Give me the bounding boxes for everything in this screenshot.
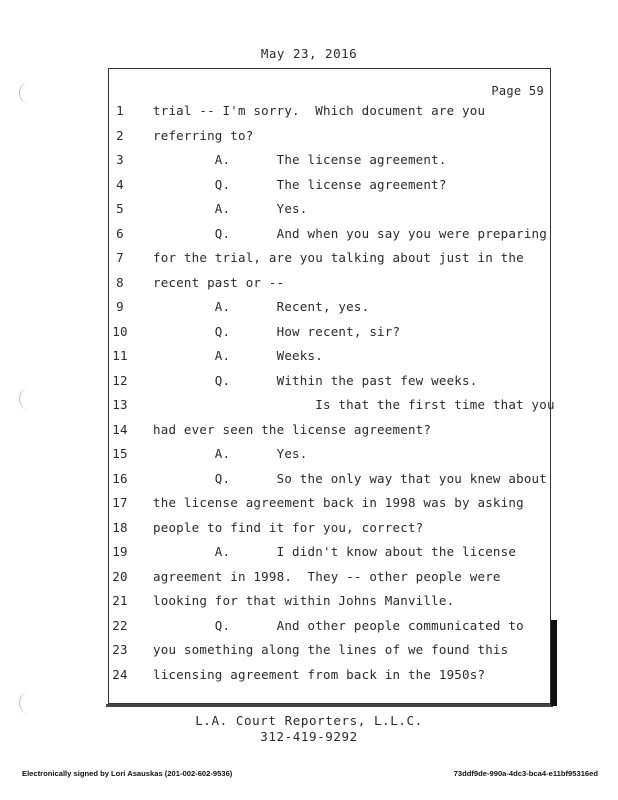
line-number: 24 bbox=[112, 666, 128, 682]
line-text: licensing agreement from back in the 1950s? bbox=[153, 666, 486, 682]
transcript-line bbox=[0, 520, 618, 540]
transcript-line bbox=[0, 446, 618, 466]
line-number: 10 bbox=[112, 323, 128, 339]
transcript-line bbox=[0, 299, 618, 319]
line-text: Q. And other people communicated to bbox=[153, 617, 524, 633]
line-text: A. I didn't know about the license bbox=[153, 544, 517, 559]
line-text: A. Weeks. bbox=[153, 348, 323, 363]
transcript-line bbox=[0, 397, 618, 417]
transcript-line bbox=[0, 495, 618, 515]
line-number: 14 bbox=[112, 421, 128, 437]
line-text: Q. And when you say you were preparing bbox=[153, 225, 548, 241]
line-text: trial -- I'm sorry. Which document are you bbox=[153, 103, 486, 118]
line-text: had ever seen the license agreement? bbox=[153, 421, 432, 437]
transcript-line bbox=[0, 569, 618, 589]
transcript-line bbox=[0, 177, 618, 197]
line-text: Q. So the only way that you knew about bbox=[153, 470, 548, 486]
line-text: people to find it for you, correct? bbox=[153, 519, 424, 535]
transcript-line bbox=[0, 642, 618, 662]
line-text: for the trial, are you talking about just in the bbox=[153, 250, 524, 265]
line-text: Q. How recent, sir? bbox=[153, 323, 401, 339]
line-text: A. Yes. bbox=[153, 201, 308, 216]
line-text: A. The license agreement. bbox=[153, 152, 447, 167]
line-number: 20 bbox=[112, 568, 128, 584]
transcript-line bbox=[0, 250, 618, 270]
transcript-line bbox=[0, 103, 618, 123]
transcript-line bbox=[0, 422, 618, 442]
page-number: Page 59 bbox=[491, 84, 544, 98]
e-signature-note: Electronically signed by Lori Asauskas (201-002-602-9536) bbox=[22, 769, 233, 778]
line-number: 3 bbox=[116, 152, 124, 167]
document-hash: 73ddf9de-990a-4dc3-bca4-e11bf95316ed bbox=[453, 769, 598, 778]
line-text: Q. Within the past few weeks. bbox=[153, 372, 478, 388]
line-number: 21 bbox=[112, 593, 128, 608]
line-text: the license agreement back in 1998 was by asking bbox=[153, 495, 524, 510]
transcript-line bbox=[0, 226, 618, 246]
line-number: 22 bbox=[112, 617, 128, 633]
transcript-line bbox=[0, 348, 618, 368]
line-text: recent past or -- bbox=[153, 274, 285, 290]
transcript-line bbox=[0, 275, 618, 295]
transcript-line bbox=[0, 201, 618, 221]
line-number: 1 bbox=[116, 103, 124, 118]
transcript-line bbox=[0, 471, 618, 491]
punch-hole bbox=[19, 692, 38, 714]
line-number: 6 bbox=[116, 225, 124, 241]
line-number: 8 bbox=[116, 274, 124, 290]
transcript-line bbox=[0, 373, 618, 393]
line-number: 2 bbox=[116, 127, 124, 143]
punch-hole bbox=[19, 82, 38, 104]
line-text: agreement in 1998. They -- other people were bbox=[153, 568, 501, 584]
line-number: 7 bbox=[116, 250, 124, 265]
court-reporter-name: L.A. Court Reporters, L.L.C. bbox=[195, 713, 423, 728]
line-text: Q. The license agreement? bbox=[153, 176, 447, 192]
line-text: A. Recent, yes. bbox=[153, 299, 370, 314]
transcript-line bbox=[0, 324, 618, 344]
line-number: 9 bbox=[116, 299, 124, 314]
transcript-line bbox=[0, 667, 618, 687]
line-number: 15 bbox=[112, 446, 128, 461]
transcript-line bbox=[0, 152, 618, 172]
transcript-line bbox=[0, 128, 618, 148]
transcript-line bbox=[0, 618, 618, 638]
line-text: looking for that within Johns Manville. bbox=[153, 593, 455, 608]
transcript-line bbox=[0, 544, 618, 564]
line-number: 5 bbox=[116, 201, 124, 216]
line-text: you something along the lines of we found this bbox=[153, 642, 509, 657]
line-text: Is that the first time that you bbox=[153, 397, 555, 412]
line-text: A. Yes. bbox=[153, 446, 308, 461]
line-number: 17 bbox=[112, 495, 128, 510]
line-number: 12 bbox=[112, 372, 128, 388]
line-text: referring to? bbox=[153, 127, 254, 143]
line-number: 19 bbox=[112, 544, 128, 559]
line-number: 4 bbox=[116, 176, 124, 192]
court-reporter-phone: 312-419-9292 bbox=[260, 729, 358, 744]
deposition-date: May 23, 2016 bbox=[260, 46, 358, 61]
line-number: 16 bbox=[112, 470, 128, 486]
line-number: 11 bbox=[112, 348, 128, 363]
line-number: 23 bbox=[112, 642, 128, 657]
line-number: 18 bbox=[112, 519, 128, 535]
line-number: 13 bbox=[112, 397, 128, 412]
transcript-line bbox=[0, 593, 618, 613]
